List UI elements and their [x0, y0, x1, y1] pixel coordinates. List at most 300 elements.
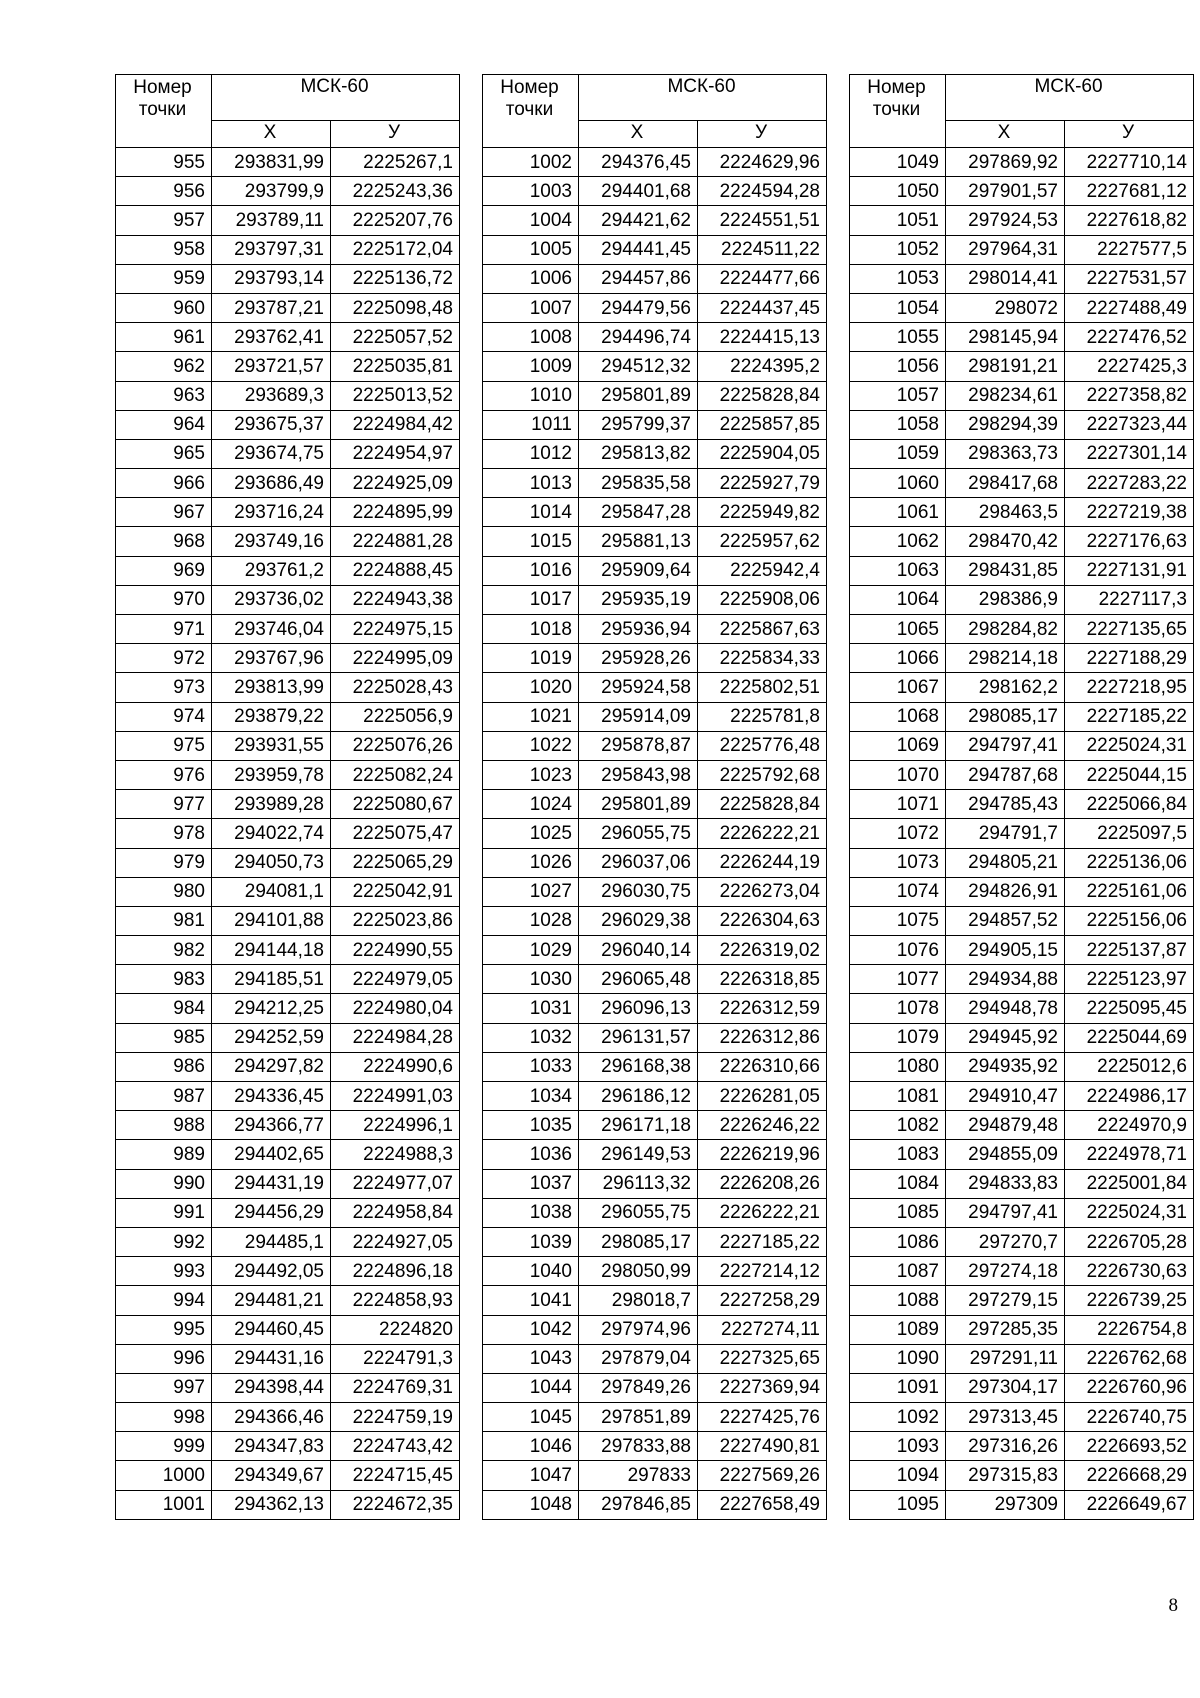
coordinate-system-header: МСК-60 — [579, 75, 827, 121]
table-row — [483, 293, 827, 322]
x-coordinate-cell: 297851,89 — [579, 1403, 698, 1432]
coordinates-table-3 — [849, 74, 1194, 1520]
y-coordinate-cell: 2226730,63 — [1065, 1257, 1194, 1286]
x-coordinate-cell: 294144,18 — [212, 936, 331, 965]
x-coordinate-cell: 297846,85 — [579, 1490, 698, 1519]
table-row — [116, 644, 460, 673]
table-row — [850, 381, 1194, 410]
point-number-cell: 1050 — [850, 177, 946, 206]
point-number-cell: 1032 — [483, 1023, 579, 1052]
x-coordinate-cell: 298191,21 — [946, 352, 1065, 381]
point-number-cell: 1007 — [483, 293, 579, 322]
table-row — [116, 673, 460, 702]
table-row — [850, 352, 1194, 381]
point-number-cell: 1057 — [850, 381, 946, 410]
y-coordinate-cell: 2224977,07 — [331, 1169, 460, 1198]
point-number-cell: 1037 — [483, 1169, 579, 1198]
x-coordinate-cell: 294050,73 — [212, 848, 331, 877]
y-coordinate-cell: 2224672,35 — [331, 1490, 460, 1519]
table-row — [116, 1257, 460, 1286]
table-row — [850, 527, 1194, 556]
y-coordinate-cell: 2224715,45 — [331, 1461, 460, 1490]
y-coordinate-cell: 2225857,85 — [698, 410, 827, 439]
point-number-cell: 1064 — [850, 585, 946, 614]
y-coordinate-cell: 2225781,8 — [698, 702, 827, 731]
y-coordinate-cell: 2227369,94 — [698, 1373, 827, 1402]
x-coordinate-cell: 295847,28 — [579, 498, 698, 527]
point-number-cell: 1052 — [850, 235, 946, 264]
x-coordinate-cell: 297879,04 — [579, 1344, 698, 1373]
table-row — [116, 352, 460, 381]
x-coordinate-cell: 294081,1 — [212, 877, 331, 906]
x-coordinate-cell: 294787,68 — [946, 760, 1065, 789]
point-number-cell: 1024 — [483, 790, 579, 819]
x-coordinate-cell: 294362,13 — [212, 1490, 331, 1519]
x-coordinate-cell: 294022,74 — [212, 819, 331, 848]
table-row — [116, 177, 460, 206]
table-row — [483, 264, 827, 293]
point-number-cell: 959 — [116, 264, 212, 293]
x-coordinate-cell: 298470,42 — [946, 527, 1065, 556]
x-coordinate-cell: 298234,61 — [946, 381, 1065, 410]
x-coordinate-cell: 298386,9 — [946, 585, 1065, 614]
x-coordinate-cell: 293716,24 — [212, 498, 331, 527]
y-coordinate-cell: 2224980,04 — [331, 994, 460, 1023]
point-number-cell: 974 — [116, 702, 212, 731]
x-coordinate-cell: 294910,47 — [946, 1082, 1065, 1111]
point-number-cell: 1092 — [850, 1403, 946, 1432]
table-row — [850, 1198, 1194, 1227]
x-coordinate-cell: 293762,41 — [212, 323, 331, 352]
y-coordinate-cell: 2224984,42 — [331, 410, 460, 439]
x-coordinate-cell: 293931,55 — [212, 731, 331, 760]
y-coordinate-cell: 2224996,1 — [331, 1111, 460, 1140]
table-row — [116, 1198, 460, 1227]
table-row — [116, 264, 460, 293]
point-number-cell: 1090 — [850, 1344, 946, 1373]
y-coordinate-cell: 2225075,47 — [331, 819, 460, 848]
y-coordinate-cell: 2224958,84 — [331, 1198, 460, 1227]
table-row — [483, 177, 827, 206]
table-row — [116, 1315, 460, 1344]
point-number-cell: 984 — [116, 994, 212, 1023]
table-row — [116, 1461, 460, 1490]
y-coordinate-cell: 2224888,45 — [331, 556, 460, 585]
table-row — [483, 877, 827, 906]
y-coordinate-cell: 2224986,17 — [1065, 1082, 1194, 1111]
point-number-cell: 958 — [116, 235, 212, 264]
x-coordinate-cell: 293813,99 — [212, 673, 331, 702]
coordinate-system-header: МСК-60 — [946, 75, 1194, 121]
y-coordinate-cell: 2224791,3 — [331, 1344, 460, 1373]
x-coordinate-cell: 293675,37 — [212, 410, 331, 439]
coordinates-body-2 — [483, 148, 827, 1520]
table-row — [116, 148, 460, 177]
point-number-cell: 999 — [116, 1432, 212, 1461]
point-number-cell: 986 — [116, 1052, 212, 1081]
x-coordinate-cell: 294441,45 — [579, 235, 698, 264]
y-coordinate-cell: 2225136,06 — [1065, 848, 1194, 877]
y-coordinate-cell: 2227176,63 — [1065, 527, 1194, 556]
x-coordinate-cell: 295843,98 — [579, 760, 698, 789]
table-row — [116, 848, 460, 877]
x-header: Х — [212, 121, 331, 148]
y-coordinate-cell: 2227425,3 — [1065, 352, 1194, 381]
point-number-cell: 982 — [116, 936, 212, 965]
point-number-cell: 1042 — [483, 1315, 579, 1344]
point-number-cell: 994 — [116, 1286, 212, 1315]
x-coordinate-cell: 293793,14 — [212, 264, 331, 293]
table-row — [483, 469, 827, 498]
point-number-cell: 1028 — [483, 906, 579, 935]
y-coordinate-cell: 2226754,8 — [1065, 1315, 1194, 1344]
x-coordinate-cell: 297274,18 — [946, 1257, 1065, 1286]
x-coordinate-cell: 297974,96 — [579, 1315, 698, 1344]
table-row — [850, 1227, 1194, 1256]
x-coordinate-cell: 295813,82 — [579, 439, 698, 468]
point-number-cell: 1074 — [850, 877, 946, 906]
x-coordinate-cell: 298085,17 — [946, 702, 1065, 731]
y-coordinate-cell: 2224629,96 — [698, 148, 827, 177]
x-coordinate-cell: 297270,7 — [946, 1227, 1065, 1256]
point-number-cell: 1054 — [850, 293, 946, 322]
point-number-cell: 1040 — [483, 1257, 579, 1286]
y-coordinate-cell: 2226273,04 — [698, 877, 827, 906]
table-row — [483, 1023, 827, 1052]
point-number-cell: 1029 — [483, 936, 579, 965]
table-row — [116, 381, 460, 410]
table-row — [116, 1140, 460, 1169]
point-number-cell: 1075 — [850, 906, 946, 935]
y-coordinate-cell: 2224896,18 — [331, 1257, 460, 1286]
y-coordinate-cell: 2225076,26 — [331, 731, 460, 760]
x-coordinate-cell: 295801,89 — [579, 790, 698, 819]
point-number-cell: 1031 — [483, 994, 579, 1023]
y-coordinate-cell: 2224895,99 — [331, 498, 460, 527]
point-number-cell: 1027 — [483, 877, 579, 906]
y-coordinate-cell: 2227323,44 — [1065, 410, 1194, 439]
y-coordinate-cell: 2224437,45 — [698, 293, 827, 322]
y-coordinate-cell: 2225942,4 — [698, 556, 827, 585]
point-number-cell: 1061 — [850, 498, 946, 527]
point-number-cell: 975 — [116, 731, 212, 760]
table-row — [116, 235, 460, 264]
point-number-cell: 1077 — [850, 965, 946, 994]
table-row — [483, 323, 827, 352]
y-coordinate-cell: 2224975,15 — [331, 615, 460, 644]
point-number-cell: 1043 — [483, 1344, 579, 1373]
point-number-cell: 1005 — [483, 235, 579, 264]
y-coordinate-cell: 2226281,05 — [698, 1082, 827, 1111]
x-coordinate-cell: 298417,68 — [946, 469, 1065, 498]
point-number-cell: 1055 — [850, 323, 946, 352]
x-coordinate-cell: 293736,02 — [212, 585, 331, 614]
y-coordinate-cell: 2225044,69 — [1065, 1023, 1194, 1052]
x-coordinate-cell: 296037,06 — [579, 848, 698, 877]
x-coordinate-cell: 298463,5 — [946, 498, 1065, 527]
x-coordinate-cell: 294855,09 — [946, 1140, 1065, 1169]
y-coordinate-cell: 2224991,03 — [331, 1082, 460, 1111]
table-row — [850, 702, 1194, 731]
x-coordinate-cell: 298284,82 — [946, 615, 1065, 644]
point-label-line2: точки — [872, 98, 921, 120]
point-number-cell: 970 — [116, 585, 212, 614]
x-coordinate-cell: 294101,88 — [212, 906, 331, 935]
point-number-cell: 978 — [116, 819, 212, 848]
x-coordinate-cell: 298294,39 — [946, 410, 1065, 439]
table-row — [483, 1111, 827, 1140]
y-coordinate-cell: 2227214,12 — [698, 1257, 827, 1286]
y-coordinate-cell: 2227117,3 — [1065, 585, 1194, 614]
table-row — [116, 1432, 460, 1461]
x-coordinate-cell: 297291,11 — [946, 1344, 1065, 1373]
x-coordinate-cell: 295799,37 — [579, 410, 698, 439]
y-coordinate-cell: 2224990,55 — [331, 936, 460, 965]
y-coordinate-cell: 2224954,97 — [331, 439, 460, 468]
point-number-cell: 965 — [116, 439, 212, 468]
y-coordinate-cell: 2224925,09 — [331, 469, 460, 498]
x-coordinate-cell: 294349,67 — [212, 1461, 331, 1490]
table-row — [116, 1227, 460, 1256]
point-number-cell: 996 — [116, 1344, 212, 1373]
x-coordinate-cell: 296113,32 — [579, 1169, 698, 1198]
point-number-header — [850, 75, 946, 148]
table-row — [850, 994, 1194, 1023]
y-coordinate-cell: 2227283,22 — [1065, 469, 1194, 498]
table-row — [850, 1023, 1194, 1052]
x-coordinate-cell: 294934,88 — [946, 965, 1065, 994]
table-row — [483, 1198, 827, 1227]
table-row — [483, 206, 827, 235]
y-coordinate-cell: 2225012,6 — [1065, 1052, 1194, 1081]
x-coordinate-cell: 294791,7 — [946, 819, 1065, 848]
y-coordinate-cell: 2225080,67 — [331, 790, 460, 819]
point-number-cell: 1010 — [483, 381, 579, 410]
x-coordinate-cell: 293767,96 — [212, 644, 331, 673]
y-coordinate-cell: 2227185,22 — [1065, 702, 1194, 731]
point-number-cell: 1062 — [850, 527, 946, 556]
y-coordinate-cell: 2227658,49 — [698, 1490, 827, 1519]
table-row — [483, 760, 827, 789]
table-row — [850, 439, 1194, 468]
y-header: У — [1065, 121, 1194, 148]
y-coordinate-cell: 2226740,75 — [1065, 1403, 1194, 1432]
table-row — [483, 585, 827, 614]
point-number-cell: 1036 — [483, 1140, 579, 1169]
point-number-cell: 1088 — [850, 1286, 946, 1315]
table-row — [483, 1373, 827, 1402]
table-row — [483, 439, 827, 468]
point-number-cell: 1079 — [850, 1023, 946, 1052]
point-number-cell: 1012 — [483, 439, 579, 468]
x-coordinate-cell: 294485,1 — [212, 1227, 331, 1256]
coordinates-body-1 — [116, 148, 460, 1520]
x-coordinate-cell: 296168,38 — [579, 1052, 698, 1081]
x-coordinate-cell: 293831,99 — [212, 148, 331, 177]
point-number-cell: 1022 — [483, 731, 579, 760]
table-row — [483, 1227, 827, 1256]
point-number-cell: 972 — [116, 644, 212, 673]
point-number-cell: 1006 — [483, 264, 579, 293]
table-row — [850, 819, 1194, 848]
x-coordinate-cell: 298431,85 — [946, 556, 1065, 585]
y-coordinate-cell: 2224984,28 — [331, 1023, 460, 1052]
table-row — [483, 148, 827, 177]
x-coordinate-cell: 296131,57 — [579, 1023, 698, 1052]
point-number-cell: 969 — [116, 556, 212, 585]
point-number-cell: 1003 — [483, 177, 579, 206]
table-row — [850, 790, 1194, 819]
x-coordinate-cell: 296171,18 — [579, 1111, 698, 1140]
point-number-cell: 992 — [116, 1227, 212, 1256]
point-number-cell: 989 — [116, 1140, 212, 1169]
table-row — [116, 206, 460, 235]
table-row — [850, 1373, 1194, 1402]
table-row — [850, 906, 1194, 935]
point-number-cell: 985 — [116, 1023, 212, 1052]
point-number-cell: 1067 — [850, 673, 946, 702]
table-row — [116, 469, 460, 498]
x-coordinate-cell: 293879,22 — [212, 702, 331, 731]
y-coordinate-cell: 2227488,49 — [1065, 293, 1194, 322]
table-row — [483, 410, 827, 439]
table-row — [850, 585, 1194, 614]
point-number-cell: 1011 — [483, 410, 579, 439]
point-number-cell: 1045 — [483, 1403, 579, 1432]
point-number-cell: 1004 — [483, 206, 579, 235]
point-number-cell: 1016 — [483, 556, 579, 585]
table-row — [116, 1082, 460, 1111]
x-coordinate-cell: 296040,14 — [579, 936, 698, 965]
table-row — [850, 206, 1194, 235]
table-row — [483, 1140, 827, 1169]
x-coordinate-cell: 298145,94 — [946, 323, 1065, 352]
point-number-cell: 957 — [116, 206, 212, 235]
table-row — [850, 1257, 1194, 1286]
y-coordinate-cell: 2226693,52 — [1065, 1432, 1194, 1461]
table-row — [483, 1490, 827, 1519]
x-coordinate-cell: 293674,75 — [212, 439, 331, 468]
x-coordinate-cell: 294431,16 — [212, 1344, 331, 1373]
x-coordinate-cell: 296030,75 — [579, 877, 698, 906]
point-number-cell: 1033 — [483, 1052, 579, 1081]
y-coordinate-cell: 2227710,14 — [1065, 148, 1194, 177]
table-row — [116, 410, 460, 439]
x-coordinate-cell: 296055,75 — [579, 1198, 698, 1227]
point-number-cell: 1081 — [850, 1082, 946, 1111]
y-coordinate-cell: 2224415,13 — [698, 323, 827, 352]
point-number-cell: 1046 — [483, 1432, 579, 1461]
table-row — [483, 1286, 827, 1315]
table-row — [850, 1286, 1194, 1315]
table-row — [483, 1403, 827, 1432]
table-row — [116, 1403, 460, 1432]
x-coordinate-cell: 297869,92 — [946, 148, 1065, 177]
x-coordinate-cell: 296055,75 — [579, 819, 698, 848]
x-coordinate-cell: 294479,56 — [579, 293, 698, 322]
y-coordinate-cell: 2226319,02 — [698, 936, 827, 965]
point-number-cell: 956 — [116, 177, 212, 206]
point-number-header — [483, 75, 579, 148]
y-coordinate-cell: 2226762,68 — [1065, 1344, 1194, 1373]
table-row — [116, 1373, 460, 1402]
y-coordinate-cell: 2225097,5 — [1065, 819, 1194, 848]
coordinates-body-3 — [850, 148, 1194, 1520]
x-coordinate-cell: 297833 — [579, 1461, 698, 1490]
point-number-cell: 1044 — [483, 1373, 579, 1402]
point-number-cell: 962 — [116, 352, 212, 381]
y-coordinate-cell: 2224743,42 — [331, 1432, 460, 1461]
table-row — [850, 936, 1194, 965]
point-number-cell: 1072 — [850, 819, 946, 848]
y-coordinate-cell: 2226304,63 — [698, 906, 827, 935]
x-coordinate-cell: 293746,04 — [212, 615, 331, 644]
point-number-cell: 993 — [116, 1257, 212, 1286]
y-coordinate-cell: 2225044,15 — [1065, 760, 1194, 789]
table-row — [483, 1082, 827, 1111]
x-coordinate-cell: 298018,7 — [579, 1286, 698, 1315]
x-coordinate-cell: 298014,41 — [946, 264, 1065, 293]
y-coordinate-cell: 2224477,66 — [698, 264, 827, 293]
y-coordinate-cell: 2225057,52 — [331, 323, 460, 352]
table-row — [850, 469, 1194, 498]
y-coordinate-cell: 2224395,2 — [698, 352, 827, 381]
point-number-cell: 1048 — [483, 1490, 579, 1519]
y-coordinate-cell: 2225172,04 — [331, 235, 460, 264]
point-number-cell: 960 — [116, 293, 212, 322]
table-row — [116, 1490, 460, 1519]
table-row — [116, 585, 460, 614]
table-row — [116, 936, 460, 965]
x-coordinate-cell: 295909,64 — [579, 556, 698, 585]
table-row — [850, 1082, 1194, 1111]
y-coordinate-cell: 2225949,82 — [698, 498, 827, 527]
point-number-cell: 1049 — [850, 148, 946, 177]
point-number-cell: 1009 — [483, 352, 579, 381]
y-coordinate-cell: 2224979,05 — [331, 965, 460, 994]
point-number-cell: 1065 — [850, 615, 946, 644]
table-row — [116, 731, 460, 760]
x-coordinate-cell: 294401,68 — [579, 177, 698, 206]
point-number-cell: 1073 — [850, 848, 946, 877]
x-coordinate-cell: 294905,15 — [946, 936, 1065, 965]
y-coordinate-cell: 2226246,22 — [698, 1111, 827, 1140]
point-number-cell: 1058 — [850, 410, 946, 439]
y-coordinate-cell: 2227325,65 — [698, 1344, 827, 1373]
table-row — [850, 615, 1194, 644]
y-coordinate-cell: 2224927,05 — [331, 1227, 460, 1256]
point-number-cell: 973 — [116, 673, 212, 702]
table-row — [116, 965, 460, 994]
table-row — [483, 1052, 827, 1081]
y-coordinate-cell: 2225137,87 — [1065, 936, 1194, 965]
point-number-cell: 1069 — [850, 731, 946, 760]
y-coordinate-cell: 2227258,29 — [698, 1286, 827, 1315]
point-number-cell: 976 — [116, 760, 212, 789]
table-row — [483, 498, 827, 527]
x-coordinate-cell: 294336,45 — [212, 1082, 331, 1111]
point-number-cell: 1084 — [850, 1169, 946, 1198]
table-row — [850, 848, 1194, 877]
x-coordinate-cell: 295881,13 — [579, 527, 698, 556]
table-row — [483, 615, 827, 644]
x-coordinate-cell: 294948,78 — [946, 994, 1065, 1023]
y-coordinate-cell: 2227490,81 — [698, 1432, 827, 1461]
y-coordinate-cell: 2225136,72 — [331, 264, 460, 293]
x-coordinate-cell: 294785,43 — [946, 790, 1065, 819]
y-coordinate-cell: 2224759,19 — [331, 1403, 460, 1432]
y-coordinate-cell: 2227569,26 — [698, 1461, 827, 1490]
